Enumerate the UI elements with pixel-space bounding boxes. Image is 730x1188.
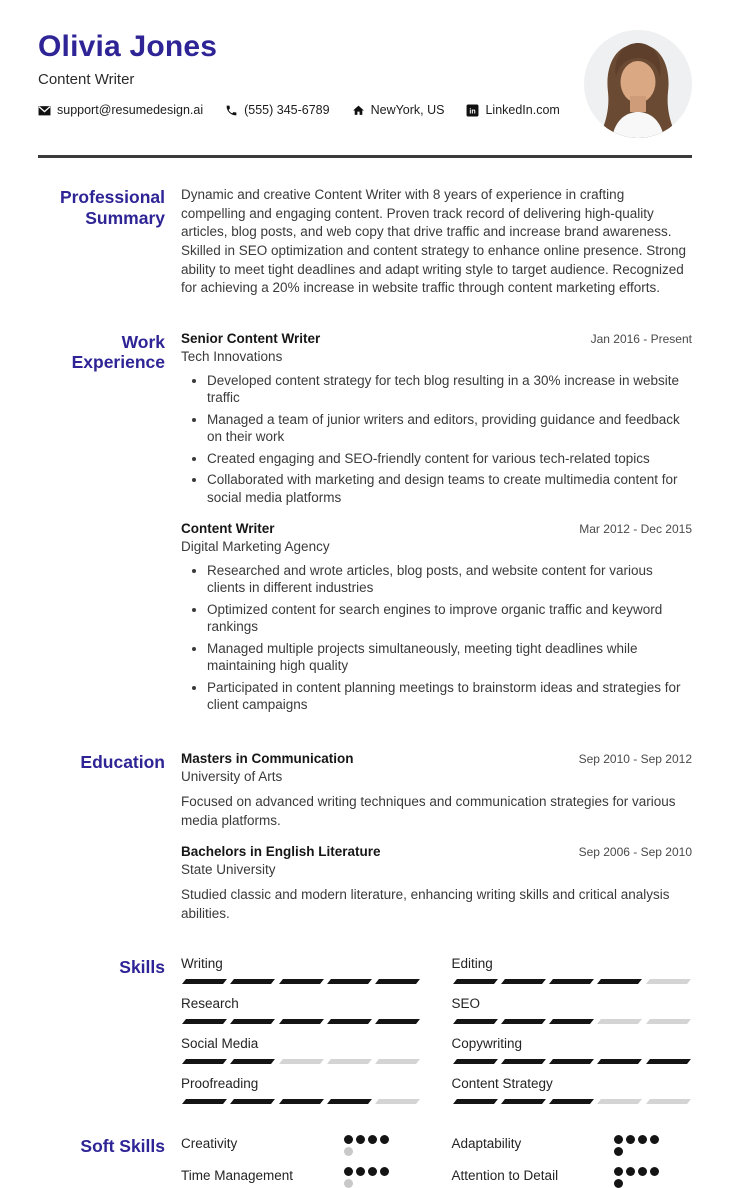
skill-segment-empty <box>375 1059 420 1064</box>
skill-segment-filled <box>549 1099 594 1104</box>
education-description: Studied classic and modern literature, enhancing writing skills and critical analysis abilities. <box>181 887 670 921</box>
person-name: Olivia Jones <box>38 30 218 63</box>
contact-phone <box>225 103 329 117</box>
skill-segment-filled <box>453 1019 498 1024</box>
soft-skill-name: Attention to Detail <box>451 1168 559 1184</box>
skill-segment-empty <box>646 1019 691 1024</box>
home-icon <box>352 104 365 117</box>
skill-segment-filled <box>327 979 372 984</box>
skill-item <box>181 1076 422 1104</box>
skill-segment-filled <box>501 1019 546 1024</box>
skill-level-bar <box>452 1019 693 1024</box>
section-experience <box>38 331 692 718</box>
soft-skill-name: Time Management <box>181 1168 294 1184</box>
school-name: State University <box>181 862 276 878</box>
linkedin-icon <box>466 104 479 117</box>
skill-name: Proofreading <box>181 1076 259 1092</box>
contact-linkedin-text: LinkedIn.com <box>485 103 560 117</box>
level-dot-filled <box>368 1135 377 1144</box>
skill-segment-filled <box>375 1019 420 1024</box>
bullet-item: • Developed content strategy for tech blog resulting in a 30% increase in website traffic <box>207 372 692 407</box>
contact-location <box>352 103 445 117</box>
level-dot-filled <box>614 1147 623 1156</box>
soft-skills-heading: Soft Skills <box>80 1136 165 1157</box>
email-icon <box>38 104 51 117</box>
contact-email <box>38 103 203 117</box>
level-dot-empty <box>344 1147 353 1156</box>
person-title: Content Writer <box>38 71 135 88</box>
skill-item <box>181 956 422 984</box>
summary-heading: Professional Summary <box>59 187 165 228</box>
skill-segment-filled <box>646 1059 691 1064</box>
job-company: Digital Marketing Agency <box>181 538 330 554</box>
education-description: Focused on advanced writing techniques and communication strategies for various media platforms. <box>181 793 676 828</box>
skill-item <box>452 1036 693 1064</box>
skill-level-bar <box>181 1019 422 1024</box>
skill-segment-filled <box>597 979 642 984</box>
level-dot-filled <box>614 1179 623 1188</box>
skill-segment-filled <box>549 1059 594 1064</box>
skill-segment-filled <box>501 979 546 984</box>
level-dot-filled <box>650 1135 659 1144</box>
soft-skill-item <box>181 1135 422 1156</box>
degree-title: Masters in Communication <box>181 750 354 766</box>
contact-row <box>38 103 560 117</box>
skill-segment-filled <box>597 1059 642 1064</box>
skill-item <box>181 1036 422 1064</box>
skill-segment-filled <box>501 1099 546 1104</box>
education-dates: Sep 2010 - Sep 2012 <box>578 751 692 766</box>
skill-name: Writing <box>181 956 223 972</box>
header-identity <box>38 30 560 117</box>
education-entry <box>181 751 692 830</box>
section-skills <box>38 956 692 1104</box>
school-name: University of Arts <box>181 768 283 784</box>
bullet-item: • Optimized content for search engines to improve organic traffic and keyword rankings <box>207 601 692 636</box>
bullet-item: • Researched and wrote articles, blog posts, and website content for various clients in different industries <box>207 562 692 597</box>
phone-icon <box>225 104 238 117</box>
job-dates: Mar 2012 - Dec 2015 <box>579 521 692 536</box>
skill-segment-filled <box>182 1059 227 1064</box>
skill-name: Editing <box>451 956 493 972</box>
soft-skill-level-dots <box>344 1167 392 1188</box>
skill-segment-filled <box>549 979 594 984</box>
education-entry <box>181 844 692 923</box>
soft-skill-level-dots <box>344 1135 392 1156</box>
profile-photo <box>584 30 692 138</box>
skill-segment-empty <box>597 1099 642 1104</box>
job-company: Tech Innovations <box>181 348 283 364</box>
skill-segment-filled <box>453 1059 498 1064</box>
soft-skill-item <box>452 1167 693 1188</box>
level-dot-filled <box>650 1167 659 1176</box>
skill-segment-filled <box>327 1099 372 1104</box>
degree-title: Bachelors in English Literature <box>181 844 381 860</box>
education-dates: Sep 2006 - Sep 2010 <box>578 845 692 860</box>
job-header <box>181 331 692 346</box>
soft-skill-item <box>452 1135 693 1156</box>
job-dates: Jan 2016 - Present <box>590 331 692 346</box>
skill-segment-filled <box>453 979 498 984</box>
soft-skill-level-dots <box>614 1135 662 1156</box>
soft-skill-level-dots <box>614 1167 662 1188</box>
skill-item <box>452 956 693 984</box>
skill-segment-empty <box>375 1099 420 1104</box>
contact-linkedin <box>466 103 559 117</box>
level-dot-filled <box>638 1167 647 1176</box>
experience-heading: Work Experience <box>71 331 165 373</box>
skill-name: Social Media <box>181 1036 259 1052</box>
soft-skill-name: Adaptability <box>451 1136 522 1152</box>
education-heading: Education <box>80 751 165 772</box>
skill-level-bar <box>181 979 422 984</box>
section-education <box>38 751 692 924</box>
contact-email-text: support@resumedesign.ai <box>57 103 204 117</box>
skill-segment-filled <box>182 1099 227 1104</box>
skill-segment-filled <box>279 1099 324 1104</box>
skills-heading: Skills <box>119 957 165 978</box>
skill-name: Content Strategy <box>451 1076 553 1092</box>
level-dot-filled <box>626 1167 635 1176</box>
level-dot-filled <box>638 1135 647 1144</box>
skills-grid <box>181 956 692 1104</box>
bullet-item: • Managed a team of junior writers and editors, providing guidance and feedback on their work <box>207 411 692 446</box>
job-bullets <box>181 372 692 507</box>
skill-level-bar <box>452 1099 693 1104</box>
section-summary <box>38 186 692 298</box>
skill-level-bar <box>452 979 693 984</box>
skill-name: Research <box>181 996 239 1012</box>
level-dot-filled <box>626 1135 635 1144</box>
skill-segment-filled <box>230 1059 275 1064</box>
skill-segment-filled <box>501 1059 546 1064</box>
level-dot-filled <box>344 1135 353 1144</box>
summary-text: Dynamic and creative Content Writer with 8 years of experience in crafting compelling and engaging content. Proven track record of delivering high-quality articles, blog posts, and web copy that drive traffic and increase brand awareness. Skilled in SEO optimization and content strategy to enhance online presence. Strong ability to meet tight deadlines and adapt writing style to target audience. Recognized for achieving a 20% increase in website traffic through content marketing efforts. <box>181 187 687 296</box>
bullet-item: • Created engaging and SEO-friendly content for various tech-related topics <box>207 450 692 468</box>
skill-segment-filled <box>327 1019 372 1024</box>
education-header <box>181 844 692 859</box>
header <box>0 0 730 138</box>
skill-segment-empty <box>279 1059 324 1064</box>
skill-segment-filled <box>279 1019 324 1024</box>
job-bullets <box>181 562 692 714</box>
job-entry <box>181 331 692 507</box>
skill-segment-filled <box>549 1019 594 1024</box>
job-title: Senior Content Writer <box>181 330 321 346</box>
level-dot-filled <box>380 1135 389 1144</box>
skill-segment-empty <box>646 979 691 984</box>
experience-entries <box>181 331 692 718</box>
education-header <box>181 751 692 766</box>
skill-segment-filled <box>279 979 324 984</box>
skill-item <box>452 996 693 1024</box>
job-title: Content Writer <box>181 520 275 536</box>
level-dot-filled <box>368 1167 377 1176</box>
skill-level-bar <box>181 1099 422 1104</box>
skill-level-bar <box>452 1059 693 1064</box>
level-dot-filled <box>614 1135 623 1144</box>
soft-skills-grid <box>181 1135 692 1188</box>
level-dot-filled <box>344 1167 353 1176</box>
level-dot-filled <box>380 1167 389 1176</box>
skill-segment-filled <box>230 1099 275 1104</box>
section-soft-skills <box>38 1135 692 1188</box>
job-entry <box>181 521 692 714</box>
level-dot-empty <box>344 1179 353 1188</box>
skill-segment-empty <box>646 1099 691 1104</box>
job-header <box>181 521 692 536</box>
skill-segment-filled <box>230 979 275 984</box>
soft-skill-item <box>181 1167 422 1188</box>
level-dot-filled <box>356 1167 365 1176</box>
skill-item <box>452 1076 693 1104</box>
level-dot-filled <box>356 1135 365 1144</box>
skill-segment-filled <box>375 979 420 984</box>
bullet-item: • Participated in content planning meetings to brainstorm ideas and strategies for client campaigns <box>207 679 692 714</box>
skill-item <box>181 996 422 1024</box>
resume-body <box>0 158 730 1188</box>
bullet-item: • Managed multiple projects simultaneously, meeting tight deadlines while maintaining high quality <box>207 640 692 675</box>
contact-phone-text: (555) 345-6789 <box>244 103 330 117</box>
level-dot-filled <box>614 1167 623 1176</box>
skill-name: Copywriting <box>451 1036 523 1052</box>
skill-segment-filled <box>453 1099 498 1104</box>
skill-segment-empty <box>327 1059 372 1064</box>
bullet-item: • Collaborated with marketing and design teams to create multimedia content for social media platforms <box>207 471 692 506</box>
skill-segment-empty <box>597 1019 642 1024</box>
skill-level-bar <box>181 1059 422 1064</box>
contact-location-text: NewYork, US <box>370 103 445 117</box>
skill-segment-filled <box>182 1019 227 1024</box>
skill-segment-filled <box>182 979 227 984</box>
skill-name: SEO <box>451 996 481 1012</box>
education-entries <box>181 751 692 924</box>
skill-segment-filled <box>230 1019 275 1024</box>
soft-skill-name: Creativity <box>181 1136 238 1152</box>
svg-text:in: in <box>469 107 477 115</box>
